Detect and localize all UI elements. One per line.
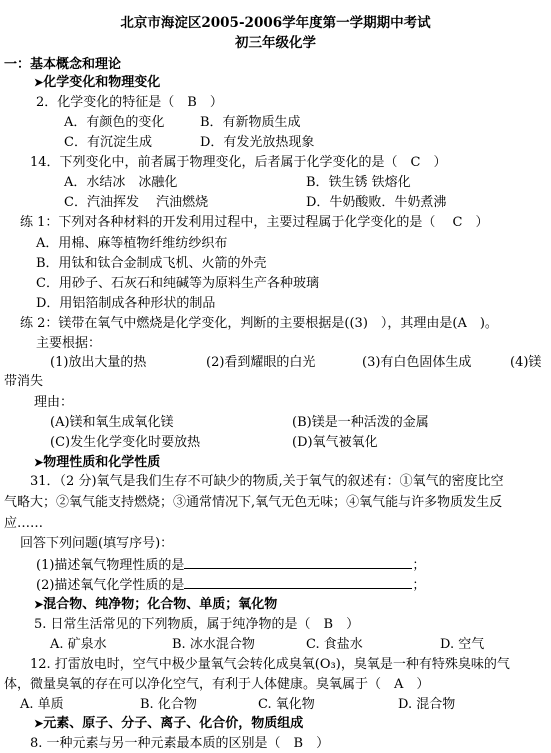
subsection-title: 混合物、纯净物；化合物、单质；氧化物: [43, 597, 278, 612]
punctuation: ；: [412, 558, 426, 573]
question-stem: 5. 日常生活常见的下列物质，属于纯净物的是（ B ）: [34, 617, 360, 632]
option: (B)镁是一种活泼的金属: [292, 415, 429, 430]
option: B．铁生锈 铁熔化: [306, 175, 411, 190]
option: D. 混合物: [398, 697, 456, 712]
question-prompt: 回答下列问题(填写序号)：: [20, 536, 174, 551]
option: (1)放出大量的热: [50, 355, 147, 370]
subsection-title: 物理性质和化学性质: [43, 455, 161, 470]
subsection-heading: [34, 715, 303, 733]
answer-blank[interactable]: [184, 556, 412, 569]
arrow-marker-icon: ➤: [34, 76, 44, 89]
option: D．牛奶酸败．牛奶煮沸: [306, 195, 447, 210]
option: C．汽油挥发 汽油燃烧: [64, 195, 209, 210]
option: C. 食盐水: [306, 637, 363, 652]
subsection-title: 化学变化和物理变化: [43, 75, 161, 90]
label: 理由：: [34, 395, 74, 410]
question-stem: 2．化学变化的特征是（ B ）: [36, 95, 223, 110]
question-stem: 练 2：镁带在氧气中燃烧是化学变化，判断的主要根据是((3) ），其理由是(A )。: [20, 316, 498, 331]
option: B．用钛和钛合金制成飞机、火箭的外壳: [36, 256, 267, 271]
question-stem: 31．（2 分)氧气是我们生存不可缺少的物质,关于氧气的叙述有：①氧气的密度比空: [30, 474, 504, 489]
option: (C)发生化学变化时要放热: [50, 435, 201, 450]
option: D. 空气: [440, 637, 485, 652]
continuation-text: 带消失: [4, 374, 44, 389]
fill-in-item: [36, 556, 425, 575]
option: C．用砂子、石灰石和纯碱等为原料生产各种玻璃: [36, 276, 319, 291]
question-text: 体，微量臭氧的存在可以净化空气，有利于人体健康。臭氧属于（ A ）: [4, 677, 430, 692]
option: (D)氧气被氧化: [292, 435, 378, 450]
option: A. 矿泉水: [50, 637, 107, 652]
question-stem: 练 1：下列对各种材料的开发利用过程中，主要过程属于化学变化的是（ C ）: [20, 215, 489, 230]
question-stem: 8. 一种元素与另一种元素最本质的区别是（ B ）: [30, 736, 330, 751]
answer-blank[interactable]: [184, 576, 412, 589]
option: A. 单质: [20, 697, 64, 712]
option: (3)有白色固体生成: [362, 355, 472, 370]
option: B. 化合物: [140, 697, 197, 712]
option: A．用棉、麻等植物纤维纺纱织布: [36, 236, 228, 251]
arrow-marker-icon: ➤: [34, 598, 44, 611]
option: D．用铝箔制成各种形状的制品: [36, 296, 216, 311]
option: C. 氧化物: [258, 697, 315, 712]
document-subtitle: 初三年级化学: [235, 35, 316, 51]
option: D．有发光放热现象: [200, 135, 315, 150]
label: 主要根据：: [36, 336, 102, 351]
punctuation: ；: [412, 578, 426, 593]
question-stem: 12. 打雷放电时，空气中极少量氧气会转化成臭氧(O₃)，臭氧是一种有特殊臭味的气: [30, 657, 510, 672]
question-text: 气略大；②氧气能支持燃烧；③通常情况下,氧气无色无味；④氧气能与许多物质发生反: [4, 495, 503, 510]
fill-in-label: (1)描述氧气物理性质的是: [36, 558, 185, 573]
subsection-heading: [34, 596, 277, 614]
section-heading: 一：基本概念和理论: [4, 57, 122, 72]
subsection-heading: [34, 74, 160, 92]
option: C．有沉淀生成: [64, 135, 152, 150]
fill-in-label: (2)描述氧气化学性质的是: [36, 578, 185, 593]
option: A．有颜色的变化: [64, 115, 165, 130]
option: B. 冰水混合物: [172, 637, 255, 652]
option: A．水结冰 冰融化: [64, 175, 178, 190]
subsection-title: 元素、原子、分子、离子、化合价，物质组成: [43, 716, 304, 731]
option: (4)镁: [510, 355, 542, 370]
arrow-marker-icon: ➤: [34, 456, 44, 469]
arrow-marker-icon: ➤: [34, 717, 44, 730]
subsection-heading: [34, 454, 160, 472]
option: (2)看到耀眼的白光: [206, 355, 316, 370]
document-title: 北京市海淀区2005-2006学年度第一学期期中考试: [120, 15, 431, 31]
option: B．有新物质生成: [200, 115, 301, 130]
option: (A)镁和氧生成氧化镁: [50, 415, 174, 430]
question-stem: 14．下列变化中，前者属于物理变化，后者属于化学变化的是（ C ）: [30, 155, 447, 170]
fill-in-item: [36, 576, 425, 595]
question-text: 应……: [4, 516, 44, 531]
